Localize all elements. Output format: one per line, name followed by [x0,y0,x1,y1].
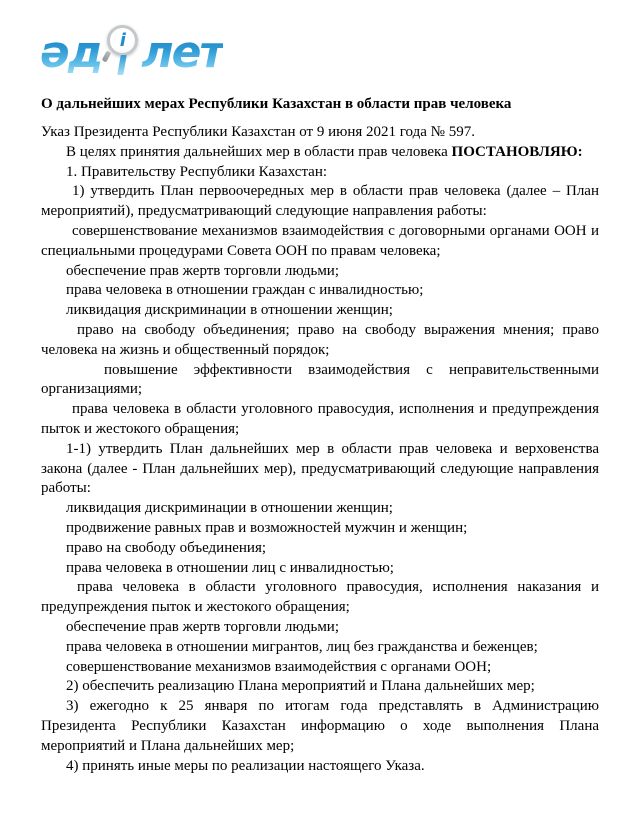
logo-text-part2: лет [141,27,223,78]
paragraph: обеспечение прав жертв торговли людьми; [66,262,340,279]
paragraph: права человека в области уголовного правосудия, исполнения и предупреждения пыток и жестокого обращения; [41,401,599,437]
magnifier-glass [107,25,138,56]
paragraph: 1. Правительству Республики Казахстан: [66,163,328,180]
paragraph: права человека в отношении граждан с инвалидностью; [66,282,424,299]
magnifier-letter: і [119,29,126,51]
paragraph: повышение эффективности взаимодействия с неправительственными организациями; [41,361,599,398]
paragraph: 1-1) утвердить План дальнейших мер в области прав человека и верховенства закона (далее - План дальнейших мер), предусматривающий следующие направления работы: [41,440,599,497]
paragraph: права человека в области уголовного правосудия, исполнения наказания и предупреждения пыток и жестокого обращения; [41,579,599,616]
paragraph: 3) ежегодно к 25 января по итогам года представлять в Администрацию Президента Республики Казахстан информацию о ходе выполнения Плана мероприятий и Плана дальнейших мер; [41,698,599,754]
page-title: О дальнейших мерах Республики Казахстан в области прав человека [41,96,512,112]
purpose-bold: ПОСТАНОВЛЯЮ: [451,143,583,160]
purpose-line [41,143,599,163]
paragraph: 1) утвердить План первоочередных мер в области прав человека (далее – План мероприятий), предусматривающий следующие направления работы: [41,183,599,220]
purpose-text: В целях принятия дальнейших мер в области прав человека [66,143,452,160]
paragraph: обеспечение прав жертв торговли людьми; [66,618,340,635]
paragraph: ликвидация дискриминации в отношении женщин; [66,302,393,319]
paragraph: права человека в отношении мигрантов, лиц без гражданства и беженцев; [66,638,538,655]
letter-i-stem [118,55,128,75]
paragraph: совершенствование механизмов взаимодействия с органами ООН; [66,658,492,675]
magnifier-handle [102,50,112,62]
document-body [41,94,599,776]
header [0,0,640,77]
adilet-logo[interactable] [40,25,223,77]
magnifier-icon [104,25,140,77]
decree-line: Указ Президента Республики Казахстан от 9 июня 2021 года № 597. [41,124,475,140]
paragraph: совершенствование механизмов взаимодействия с договорными органами ООН и специальными процедурами Совета ООН по правам человека; [41,222,599,259]
paragraph: 2) обеспечить реализацию Плана мероприятий и Плана дальнейших мер; [66,678,535,695]
paragraph: право на свободу объединения; право на свободу выражения мнения; право человека на жизнь и общественный порядок; [41,321,599,358]
paragraph: права человека в отношении лиц с инвалидностью; [66,559,394,576]
paragraph: ликвидация дискриминации в отношении женщин; [66,500,393,517]
logo-text-part1: әд [40,27,102,78]
paragraph: право на свободу объединения; [66,539,267,556]
paragraph: 4) принять иные меры по реализации настоящего Указа. [66,757,425,774]
paragraph: продвижение равных прав и возможностей мужчин и женщин; [66,519,468,536]
